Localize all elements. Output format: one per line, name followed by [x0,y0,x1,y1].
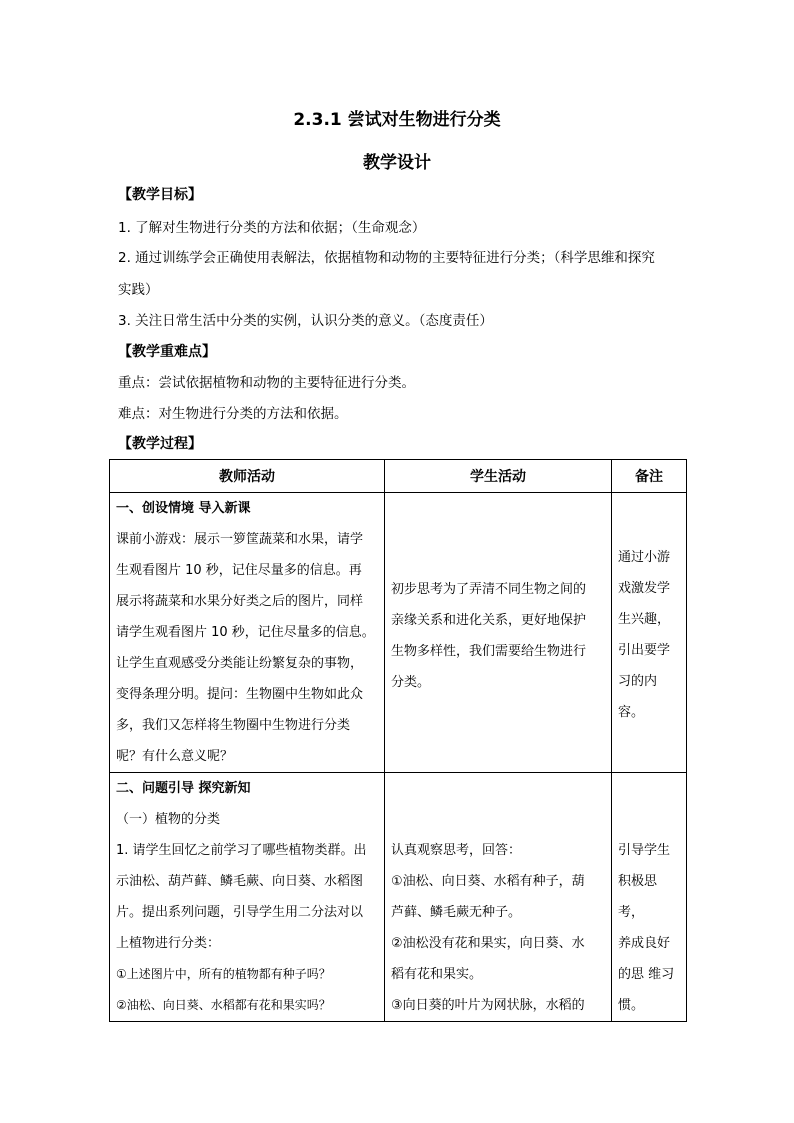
teacher-cell [110,493,385,773]
remark-cell [612,773,687,1022]
section-heading: 一、创设情境 导入新课 [116,501,251,516]
key-point: 重点：尝试依据植物和动物的主要特征进行分类。 [118,375,415,391]
remark-line: 积极思考， [618,874,658,920]
section-heading: 二、问题引导 探究新知 [116,781,251,796]
student-line: 分类。 [391,674,431,690]
remark-line: 的思 维习 [618,967,675,982]
difficult-point: 难点：对生物进行分类的方法和依据。 [118,406,348,422]
teacher-question: ②油松、向日葵、水稻都有花和果实吗？ [116,998,331,1012]
objectives-heading: 【教学目标】 [118,187,202,203]
teacher-line: （一）植物的分类 [116,812,221,827]
process-heading: 【教学过程】 [118,436,202,452]
teacher-question: ①上述图片中，所有的植物都有种子吗？ [116,967,331,981]
objective-2-cont: 实践） [118,282,159,298]
student-cell [385,493,612,773]
remark-line: 引出要学 [618,642,671,658]
student-line: 初步思考为了弄清不同生物之间的 [391,581,587,597]
teacher-line: 示油松、葫芦藓、鳞毛蕨、向日葵、水稻图 [116,874,364,889]
process-table [109,459,687,1022]
teacher-line: 展示将蔬菜和水果分好类之后的图片，同样 [116,594,364,609]
student-line: ②油松没有花和果实，向日葵、水 [391,936,585,951]
remark-line: 引导学生 [618,843,671,858]
document-subtitle: 教学设计 [363,153,431,173]
student-line: 亲缘关系和进化关系，更好地保护 [391,612,587,628]
header-teacher: 教师活动 [110,460,385,493]
document-title: 2.3.1 尝试对生物进行分类 [293,110,501,130]
table-header-row [110,460,687,493]
remark-line: 生兴趣， [618,611,671,627]
remark-line: 习的内容。 [618,673,658,720]
objective-3: 3. 关注日常生活中分类的实例，认识分类的意义。（态度责任） [118,313,493,329]
teacher-line: 课前小游戏：展示一箩筐蔬菜和水果，请学 [116,532,364,547]
teacher-line: 生观看图片 10 秒，记住尽量多的信息。再 [116,563,362,578]
teacher-line: 1. 请学生回忆之前学习了哪些植物类群。出 [116,843,367,858]
student-line: 认真观察思考，回答： [391,843,522,858]
teacher-line: 片。提出系列问题，引导学生用二分法对以 [116,905,364,920]
teacher-line: 请学生观看图片 10 秒，记住尽量多的信息。 [116,625,375,640]
teacher-line: 变得条理分明。提问：生物圈中生物如此众 [116,687,364,702]
student-line: ③向日葵的叶片为网状脉，水稻的 [391,998,585,1013]
teacher-cell [110,773,385,1022]
remark-line: 戏激发学 [618,580,671,596]
teacher-line: 呢？有什么意义呢？ [116,749,234,764]
objective-2: 2. 通过训练学会正确使用表解法，依据植物和动物的主要特征进行分类；（科学思维和探究 [118,250,655,266]
table-row [110,493,687,773]
student-line: 稻有花和果实。 [391,967,483,982]
student-line: ①油松、向日葵、水稻有种子，葫 [391,874,585,889]
teacher-line: 多，我们又怎样将生物圈中生物进行分类 [116,718,351,733]
remark-line: 通过小游 [618,549,671,565]
student-line: 生物多样性，我们需要给生物进行 [391,643,587,659]
teacher-line: 让学生直观感受分类能让纷繁复杂的事物， [116,656,364,671]
remark-cell [612,493,687,773]
header-remark: 备注 [612,460,687,493]
remark-line: 养成良好 [618,936,671,951]
keypoints-heading: 【教学重难点】 [118,344,216,360]
header-student: 学生活动 [385,460,612,493]
student-line: 芦藓、鳞毛蕨无种子。 [391,905,522,920]
remark-line: 惯。 [618,998,645,1013]
objective-1: 1. 了解对生物进行分类的方法和依据；（生命观念） [118,220,426,236]
teacher-line: 上植物进行分类： [116,936,221,951]
table-row [110,773,687,1022]
student-cell [385,773,612,1022]
